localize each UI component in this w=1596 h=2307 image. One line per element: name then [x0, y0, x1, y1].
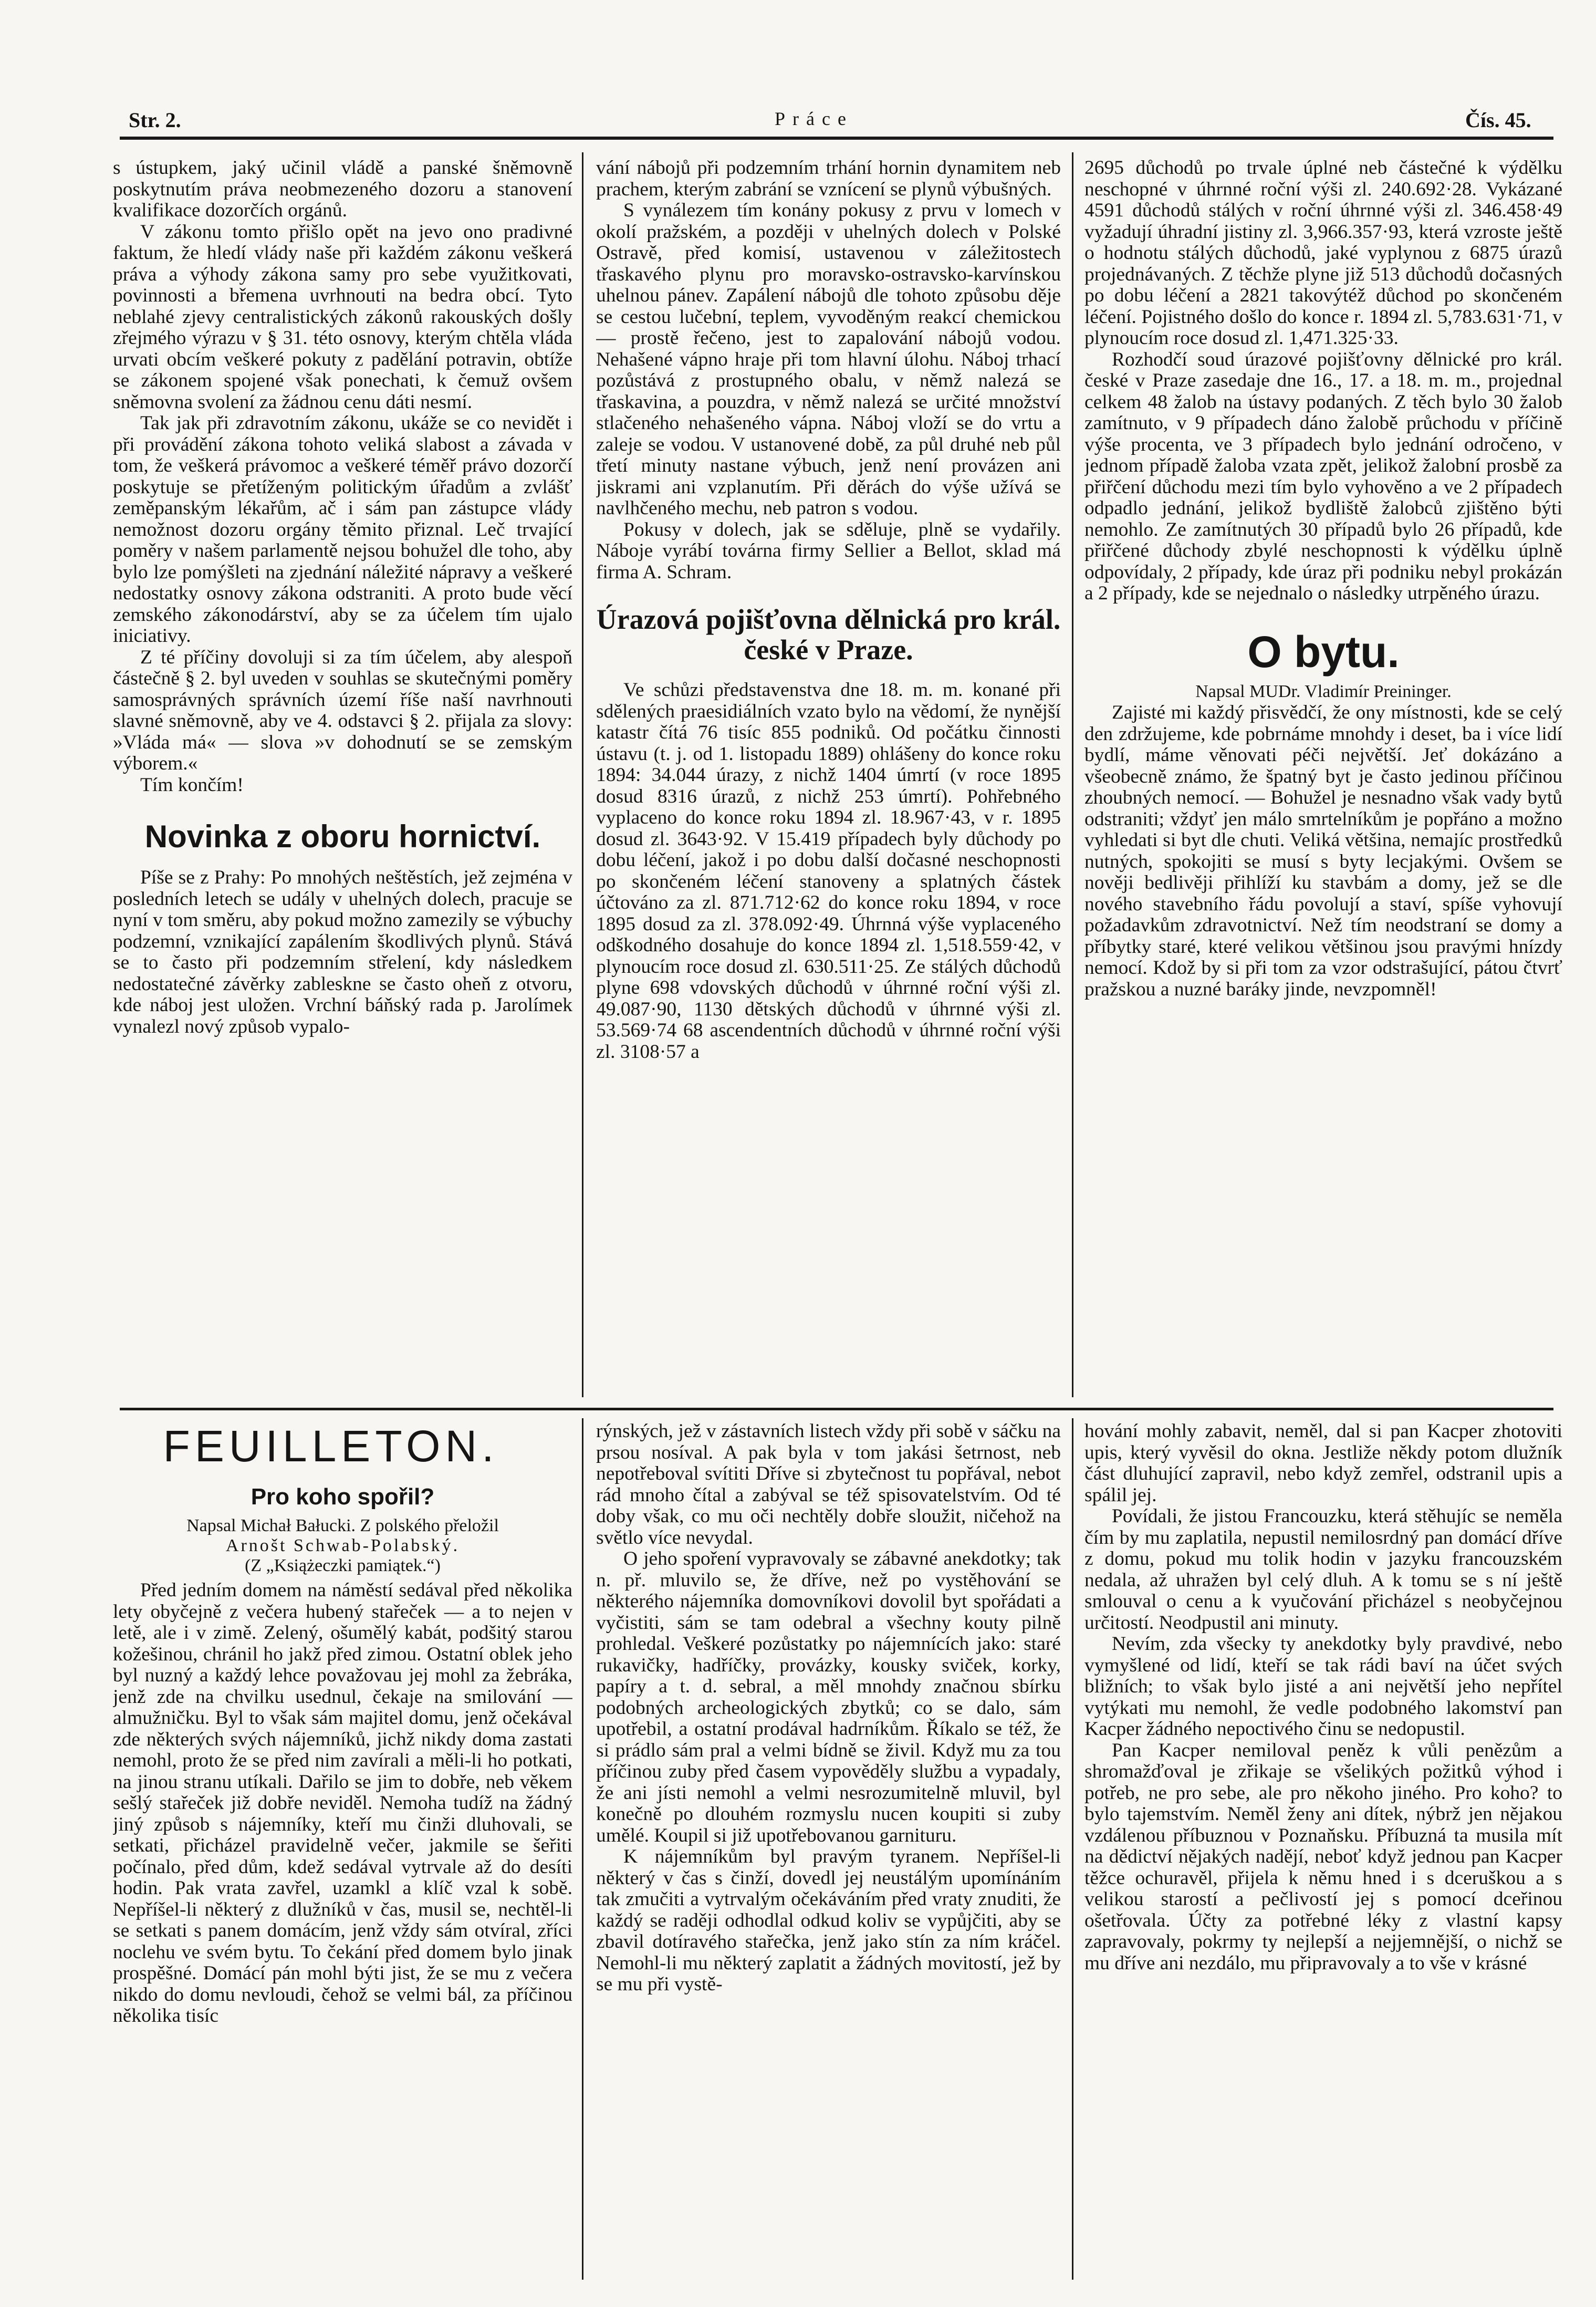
paragraph: rýnských, jež v zástavních listech vždy při sobě v sáčku na prsou nosíval. A pak byla v tom jakási šetrnost, neb nepotřeboval svítiti Dříve si zbytečnost tu popřával, nebot rád mnoho čítal a zabýval se též spisovatelstvím. Od té doby však, co mu oči nechtěly dobře sloužit, ničehož na světlo více nevydal. [596, 1421, 1061, 1549]
paragraph: Píše se z Prahy: Po mnohých neštěstích, jež zejména v posledních letech se udály v uhelných dolech, pracuje se nyní v tom směru, aby pokud možno zamezily se výbuchy podzemní, vznikající zapálením škodlivých plynů. Stává se to často při podzemním střelení, kdy následkem nedostatečné závěrky zableskne se často oheň z otvoru, kde náboj jest uložen. Vrchní báňský rada p. Jarolímek vynalezl nový způsob vypalo- [113, 867, 572, 1037]
column-1 [113, 158, 572, 1402]
story-title: Pro koho spořil? [251, 1484, 435, 1510]
byline: Napsal Michał Bałucki. Z polského přeložil [186, 1516, 499, 1535]
feuilleton-column-2 [596, 1421, 1061, 2295]
paragraph: Pan Kacper nemiloval peněz k vůli penězům a shromažďoval je zřikaje se všelikých požitků výhod i potřeb, ne pro sebe, ale pro někoho jiného. Pro koho? to bylo tajemstvím. Neměl ženy ani dítek, nýbrž jen nějakou vzdálenou příbuznou v Poznaňsku. Příbuzná ta musila mít na dědictví nějakých nadějí, neboť když jednou pan Kacper těžce ochuravěl, přijela k němu hned i s dceruškou a s velikou starostí a pečlivostí jej s pomocí dceřinou ošetřovala. Účty za potřebné léky z vlastní kapsy zapravovaly, pokrmy ty nejlepší a nejjemnější, o nichž se mu dříve ani nezdálo, mu připravovaly a to vše v krásné [1084, 1739, 1562, 1974]
paragraph: Pokusy v dolech, jak se sděluje, plně se vydařily. Náboje vyrábí továrna firmy Sellier a Bellot, sklad má firma A. Schram. [596, 518, 1061, 583]
article-title: Úrazová pojišťovna dělnická pro král. české v Praze. [596, 604, 1061, 666]
paragraph: Povídali, že jistou Francouzku, která stěhujíc se neměla čím by mu zaplatila, nepustil nemilosrdný pan domácí dříve z domu, pokud mu tolik hodin v jazyku francouzském nedala, až uhražen byl celý dluh. A k tomu se s ní ještě smlouval o cenu a k vyučování přicházel s neobyčejnou určitostí. Neodpustil ani minuty. [1084, 1505, 1562, 1634]
paragraph: Rozhodčí soud úrazové pojišťovny dělnické pro král. české v Praze zasedaje dne 16., 17. a 18. m. m., projednal celkem 48 žalob na ústavy podaných. Z těch bylo 30 žalob zamítnuto, v 9 případech dáno žalobě průchodu v příčině výše procenta, ve 3 případech bylo jednání odročeno, v jednom případě žaloba vzata zpět, jelikož žalobní prosbě za přiřčení důchodu mezi tím bylo vyhověno a ve 2 případech odpadlo jednání, jelikož bydliště žalobců zjištěno býti nemohlo. Ze zamítnutých 30 případů bylo 26 případů, kde přiřčené důchody zbylé neschopnosti k výdělku úplně odpovídaly, 2 případy, kde úraz při podniku nebyl prokázán a 2 případy, kde se nejednalo o následky utrpěného úrazu. [1084, 348, 1562, 604]
header-rule [120, 137, 1553, 140]
column-3 [1084, 158, 1562, 1402]
paragraph: 2695 důchodů po trvale úplné neb částečné k výdělku neschopné v úhrnné roční výši zl. 240.692·28. Vykázané 4591 důchodů stálých v roční úhrnné výši zl. 346.458·49 vyžadují úhradní jistiny zl. 3,966.357·93, která vzroste ještě o hodnotu stálých důchodů, jaké vyplynou z 6875 úrazů projednávaných. Z těchže plyne již 513 důchodů dočasných po dobu léčení a 2821 takovýtéž důchod po skončeném léčení. Pojistného došlo do konce r. 1894 zl. 5,783.631·71, v plynoucím roce dosud zl. 1,471.325·33. [1084, 158, 1562, 349]
article-title: Novinka z oboru hornictví. [144, 819, 541, 854]
paragraph: Nevím, zda všecky ty anekdotky byly pravdivé, nebo vymyšlené od lidí, kteří se tak rádi baví na účet svých bližních; to však bylo jisté a ani největší jeho nepřítel vytýkati mu nemohl, že vedle podobného lakomství pan Kacper žádného nepoctivého činu se nedopustil. [1084, 1633, 1562, 1740]
feuilleton-rule [120, 1408, 1553, 1410]
page-number: Str. 2. [129, 108, 181, 132]
column-rule [1072, 152, 1073, 1397]
column-2 [596, 158, 1061, 1402]
column-rule [582, 152, 583, 1397]
paragraph: Z té příčiny dovoluji si za tím účelem, aby alespoň částečně § 2. byl uveden v souhlas se skutečnými poměry samosprávných správních území říše naší navrhnouti slavné sněmovně, aby ve 4. odstavci § 2. přijala za slovy: »Vláda má« — slova »v dohodnutí se se zemským výborem.« [113, 646, 572, 774]
paragraph: K nájemníkům byl pravým tyranem. Nepříšel-li některý v čas s činží, dovedl jej neustálým upomínáním tak zmučiti a vytrvalým očekáváním před vraty znuditi, že každý se raději odhodlal odkud koliv se vypůjčiti, aby se zbavil dotíravého stařečka, jenž jako stín za ním kráčel. Nemohl-li mu některý zaplatit a žádných movitostí, jež by se mu při vystě- [596, 1846, 1061, 1995]
paragraph: Tím končím! [140, 774, 244, 796]
paragraph: Zajisté mi každý přisvědčí, že ony místnosti, kde se celý den zdržujeme, kde pobrnáme mnohdy i deset, ba i více lidí bydlí, máme věnovati péči největší. Jeť dokázáno a všeobecně známo, že špatný byt je často jedinou příčinou zhoubných nemocí. — Bohužel je nesnadno však vady bytů odstraniti; vždyť jen málo smrtelníkům je popřáno a možno vyhledati si byt dle chuti. Veliká většina, nemajíc prostředků nutných, spokojiti se musí s byty lecjakými. Ovšem se nověji bedlivěji přihlíží ku stavbám a domy, jež se dle nového stavebního řádu povolují a staví, spíše vyhovují požadavkům zdravotnictví. Než tím neodstraní se domy a příbytky staré, které velikou většinou jsou pravými hnízdy nemocí. Kdož by si při tom za vzor odstrašující, pátou čtvrť pražskou a nuzné baráky jinde, nevzpomněl! [1084, 702, 1562, 1000]
byline: Arnošt Schwab-Polabský. [225, 1536, 460, 1555]
paragraph: S vynálezem tím konány pokusy z prvu v lomech v okolí pražském, a později v uhelných dolech v Polské Ostravě, před komisí, ustavenou v záležitostech třaskavého plynu pro moravsko-ostravsko-karvínskou uhelnou pánev. Zapálení nábojů dle tohoto způsobu děje se cestou lučební, teplem, vyvoděným reakcí chemickou — prostě řečeno, jest to zapalování nábojů vodou. Nehašené vápno hraje při tom hlavní úlohu. Náboj trhací pozůstává z prostupného obalu, v němž nalezá se třaskavina, a pouzdra, v němž nalezá se určité množství stlačeného nehašeného vápna. Náboj vloží se do vrtu a zaleje se vodou. V ustanovené době, za půl druhé neb půl třetí minuty nastane výbuch, jenž není provázen ani jiskrami ani vzplanutím. Při děrách do výše užívá se navlhčeného mechu, neb patron s vodou. [596, 200, 1061, 519]
paragraph: s ústupkem, jaký učinil vládě a panské šněmovně poskytnutím práva neobmezeného dozoru a stanovení kvalifikace dozorčích orgánů. [113, 158, 572, 221]
feuilleton-column-3 [1084, 1421, 1562, 2295]
paragraph: Před jedním domem na náměstí sedával před několika lety obyčejně z večera hubený stařeček — a to nejen v letě, ale i v zimě. Zelený, ošumělý kabát, podšitý starou kožešinou, chránil ho jakž před zimou. Ostatní oblek jeho byl nuzný a každý lehce považovau jej mohl za žebráka, jenž zde na chvilku usednul, čekaje na smilování — almužničku. Byl to však sám majitel domu, jenž očekával zde některých svých nájemníků, jichž nikdy doma zastati nemohl, proto že se před nim zavírali a měli-li ho potkati, na jinou stranu utíkali. Dařilo se jim to dobře, neb věkem sešlý stařeček již dobře neviděl. Nemoha tudíž na žádný jiný způsob s nájemníky, kteří mu činži dluhovali, se setkati, přicházel pravidelně večer, jakmile se šeřiti počínalo, před dům, kdež sedával vytrvale až do desíti hodin. Pak vrata zavřel, uzamkl a klíč vzal k sobě. Nepříšel-li některý z dlužníků v čas, musil se, nechtěl-li se setkati s panem domácím, jenž vždy sám otvíral, zříci noclehu ve svém bytu. To čekání před domem bylo jinak prospěšné. Domácí pán mohl býti jist, že se mu z večera nikdo do domu nevloudi, čehož se velmi bál, za příčinou několika tisíc [113, 1579, 572, 2027]
feuilleton-column-1 [113, 1476, 572, 2295]
paragraph: Tak jak při zdravotním zákonu, ukáže se co nevidět i při provádění zákona tohoto veliká slabost a závada v tom, že veškerá právomoc a veškeré téměř právo dozorčí poskytuje se přetíženým politickým úřadům a zvlášť zeměpanským lékařům, ač i sám pan zástupce vlády nemožnost dozoru orgány těmito přiznal. Leč trvající poměry v našem parlamentě nejsou bohužel dle toho, aby bylo lze pomýšleti na zjednání náležité nápravy a veškeré nedostatky osnovy zákona odstraniti. A proto bude věcí zemského zákonodárství, aby se za účelem tím ujalo iniciativy. [113, 412, 572, 647]
feuilleton-heading: FEUILLETON. [163, 1421, 499, 1471]
paragraph: V zákonu tomto přišlo opět na jevo ono pradivné faktum, že hledí vlády naše při každém zákonu veškerá práva a výhody zákona samy pro sebe využitkovati, povinnosti a břemena uvrhnouti na bedra obcí. Tyto neblahé zjevy centralistických zákonů rakouských došly zřejmého výrazu v § 31. této osnovy, kterým chtěla vláda urvati obcím veškeré pokuty z padělání potravin, obtíže se zákonem spojené však ponechati, k čemuž ovšem sněmovna svolení za žádnou cenu dáti nesmí. [113, 221, 572, 413]
column-rule [1072, 1418, 1073, 2280]
article-title: O bytu. [1247, 627, 1400, 677]
masthead: Práce [775, 108, 853, 129]
paragraph: vání nábojů při podzemním trhání hornin dynamitem neb prachem, kterým zabrání se vznícení se plynů výbušných. [596, 158, 1061, 200]
column-rule [582, 1418, 583, 2280]
issue-number: Čís. 45. [1465, 108, 1531, 132]
paragraph: hování mohly zabavit, neměl, dal si pan Kacper zhotoviti upis, který vyvěsil do okna. Jestliže někdy potom dlužník část dluhující zapravil, nebo když zemřel, odstranil upis a spálil jej. [1084, 1421, 1562, 1506]
paragraph: Ve schůzi představenstva dne 18. m. m. konané při sdělených praesidiálních vzato bylo na vědomí, že nynější katastr čítá 76 tisíc 855 podniků. Od počátku činnosti ústavu (t. j. od 1. listopadu 1889) ohlášeny do konce roku 1894: 34.044 úrazy, z nichž 1404 úmrtí (v roce 1895 dosud 8316 úrazů, z nichž 253 úmrtí). Pohřebného vyplaceno do konce roku 1894 zl. 18.967·43, v r. 1895 dosud zl. 3643·92. V 15.419 případech byly důchody po dobu léčení, jakož i po dobu další dočasné neschopnosti po skončeném léčení stanoveny a splatných částek účtováno za zl. 871.712·62 do konce roku 1894, v roce 1895 dosud za zl. 378.092·49. Úhrnná výše vyplaceného odškodného dosahuje do konce 1894 zl. 1,518.559·42, v plynoucím roce dosud zl. 630.511·25. Ze stálých důchodů plyne 698 vdovských důchodů v úhrnné roční výši zl. 49.087·90, 1130 dětských důchodů v úhrnné výši zl. 53.569·74 68 ascendentních důchodů v úhrnné roční výši zl. 3108·57 a [596, 679, 1061, 1063]
byline: Napsal MUDr. Vladimír Preininger. [1195, 681, 1452, 701]
paragraph: O jeho spoření vypravovaly se zábavné anekdotky; tak n. př. mluvilo se, že dříve, než po vystěhování se některého nájemníka domovníkovi dovolil byt spořádati a vyčistiti, sám se tam odebral a všechny kouty pilně prohledal. Veškeré pozůstatky po nájemnících jako: staré rukavičky, hadříčky, provázky, kousky sviček, korky, papíry a t. d. sebral, a měl mnohdy značnou sbírku podobných archeologických zbytků; co se dalo, sám upotřebil, a ostatní prodával hadrníkům. Říkalo se též, že si prádlo sám pral a velmi bídně se živil. Když mu za tou příčinou zuby před časem vypověděly službu a vypadaly, že ani jísti nemohl a velmi nesrozumitelně mluvil, byl konečně po dlouhém rozmyslu nucen koupiti si zuby umělé. Koupil si již upotřebovanou garnituru. [596, 1548, 1061, 1846]
source-note: (Z „Książeczki pamiątek.“) [245, 1556, 441, 1575]
